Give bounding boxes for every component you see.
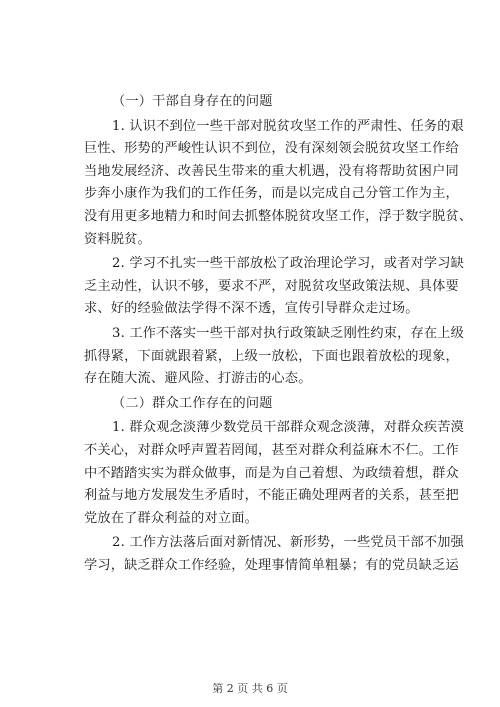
page-number-footer: 第 2 页 共 6 页	[212, 682, 288, 695]
text-line: 求、好的经验做法学得不深不透，宣传引导群众走过场。	[84, 301, 419, 317]
text-line: 3. 工作不落实一些干部对执行政策缺乏刚性约束，存在上级	[112, 325, 465, 341]
text-line: 没有用更多地精力和时间去抓整体脱贫攻坚工作，浮于数字脱贫、	[84, 208, 473, 224]
section-heading-2: （二）群众工作存在的问题	[112, 395, 273, 411]
paragraph-2-1	[84, 417, 465, 530]
section-heading-1: （一）干部自身存在的问题	[112, 94, 273, 109]
text-line: 乏主动性，认识不够，要求不严，对脱贫攻坚政策法规、具体要	[84, 278, 459, 294]
text-line: 存在随大流、避风险、打游击的心态。	[84, 371, 312, 387]
text-line: 学习，缺乏群众工作经验，处理事情简单粗暴；有的党员缺乏运	[84, 557, 459, 573]
text-line: 1. 群众观念淡薄少数党员干部群众观念淡薄，对群众疾苦漠	[112, 420, 465, 436]
text-line: 中不踏踏实实为群众做事，而是为自己着想、为政绩着想，群众	[84, 465, 459, 481]
text-line: 2. 工作方法落后面对新情况、新形势，一些党员干部不加强	[112, 535, 465, 551]
paragraph-1-2	[84, 253, 465, 321]
text-line: 2. 学习不扎实一些干部放松了政治理论学习，或者对学习缺	[112, 256, 465, 272]
text-line: 巨性、形势的严峻性认识不到位，没有深刻领会脱贫攻坚工作给	[84, 141, 459, 157]
text-line: 当地发展经济、改善民生带来的重大机遇，没有将帮助贫困户同	[84, 163, 459, 179]
text-line: 利益与地方发展发生矛盾时，不能正确处理两者的关系，甚至把	[84, 488, 459, 504]
paragraph-1-3	[84, 323, 465, 391]
text-line: 不关心，对群众呼声置若罔闻，甚至对群众利益麻木不仁。工作	[84, 442, 459, 458]
text-line: 抓得紧，下面就跟着紧，上级一放松，下面也跟着放松的现象，	[84, 348, 459, 364]
text-line: 资料脱贫。	[84, 231, 151, 247]
paragraph-2-2	[84, 532, 465, 577]
document-body	[84, 91, 473, 577]
text-line: 步奔小康作为我们的工作任务，而是以完成自己分管工作为主，	[84, 186, 459, 202]
text-line: 1. 认识不到位一些干部对脱贫攻坚工作的严肃性、任务的艰	[112, 118, 465, 134]
paragraph-1-1	[84, 116, 473, 252]
text-line: 党放在了群众利益的对立面。	[84, 510, 259, 526]
